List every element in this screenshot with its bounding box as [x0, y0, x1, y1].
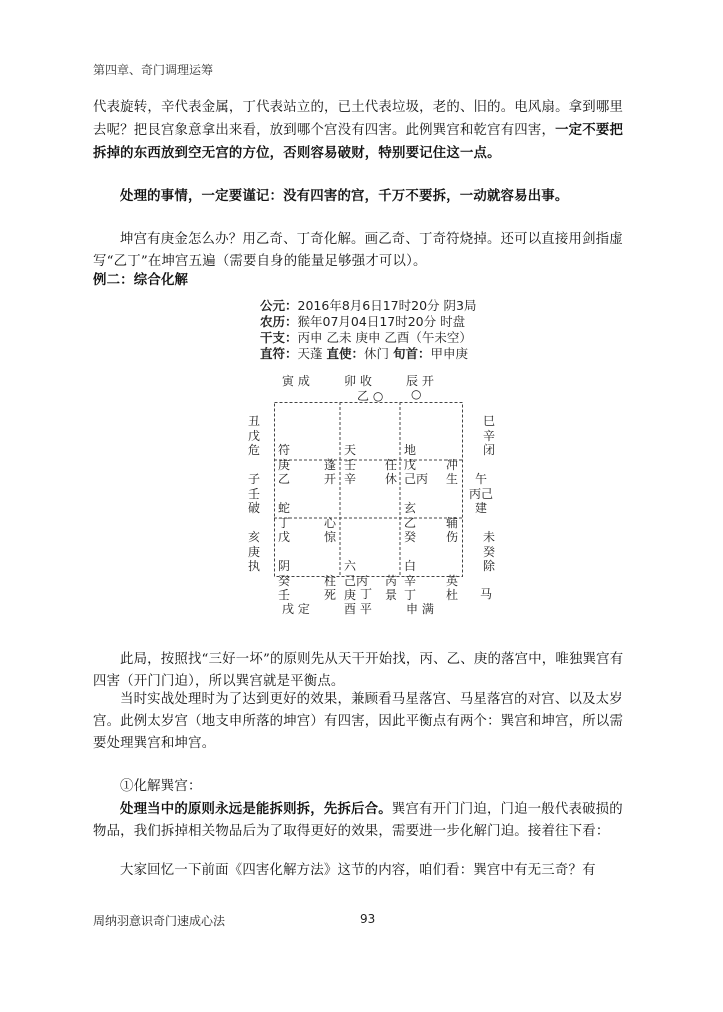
palace-qian: 白 辛 英 丁 杜 — [404, 559, 458, 602]
top-sub-2: ○ — [411, 387, 422, 401]
bottom-mid-label: 丁 — [360, 587, 373, 601]
paragraph-4: 此局，按照找“三好一坏”的原则先从天干开始找，丙、乙、庚的落宫中，唯独巽宫有四害（开门门迫），所以巽宫就是平衡点。 — [93, 652, 624, 689]
bottom-label-2: 酉 平 — [344, 602, 372, 616]
top-sub-1: 乙 ○ — [357, 389, 384, 403]
palace-kun: 地 戊 冲 己丙 生 — [404, 443, 458, 486]
footer-book-title: 周纳羽意识奇门速成心法 — [93, 914, 226, 928]
chart-line-ganzhi: 干支：丙申 乙未 庚申 乙酉（午未空） — [260, 330, 472, 345]
left-label-1: 丑 戊 危 — [247, 414, 260, 457]
paragraph-6-emphasis: 处理当中的原则永远是能拆则拆，先拆后合。 — [120, 801, 392, 817]
chapter-header: 第四章、奇门调理运筹 — [93, 63, 214, 77]
chart-line-gongyuan: 公元：2016年8月6日17时20分 阴3局 — [260, 298, 477, 313]
page-number: 93 — [360, 912, 376, 926]
qimen-chart — [230, 296, 500, 616]
chart-line-nongli: 农历：猴年07月04日17时20分 时盘 — [260, 314, 466, 329]
right-label-3: 未 癸 除 — [482, 530, 495, 573]
palace-dui: 玄 乙 辅 癸 伤 — [404, 501, 458, 544]
example-title: 例二：综合化解 — [93, 272, 189, 288]
right-label-2: 午 丙己 建 — [468, 472, 493, 515]
right-label-1: 巳 辛 闭 — [482, 414, 495, 457]
paragraph-5: 当时实战处理时为了达到更好的效果，兼顾看马星落宫、马星落宫的对宫、以及太岁宫。此例太岁宫（地支申所落的坤宫）有四害，因此平衡点有两个：巽宫和坤宫，所以需要处理巽宫和坤宫。 — [93, 692, 624, 751]
top-label-1: 寅 成 — [282, 374, 310, 388]
paragraph-6 — [93, 798, 625, 843]
paragraph-6-text: 巽宫有开门门迫，门迫一般代表破损的物品，我们拆掉相关物品后为了取得更好的效果，需要进一步化解门迫。接着往下看： — [93, 802, 623, 839]
paragraph-7: 大家回忆一下前面《四害化解方法》这节的内容，咱们看：巽宫中有无三奇？有 — [120, 863, 596, 878]
palace-gen: 阴 癸 柱 壬 死 — [278, 559, 336, 602]
bottom-label-3: 申 满 — [406, 602, 434, 616]
paragraph-3: 坤宫有庚金怎么办？用乙奇、丁奇化解。画乙奇、丁奇符烧掉。还可以直接用剑指虚写“乙丁”在坤宫五遍（需要自身的能量足够强才可以）。 — [93, 232, 623, 269]
paragraph-2: 处理的事情，一定要谨记：没有四害的宫，千万不要拆，一动就容易出事。 — [120, 188, 569, 204]
left-label-3: 亥 庚 执 — [247, 530, 260, 573]
bottom-label-1: 戌 定 — [282, 602, 310, 616]
chart-line-zhifu: 直符：天蓬 直使：休门 旬首：甲申庚 — [260, 346, 469, 361]
paragraph-1 — [93, 97, 625, 165]
horse-star-label: 马 — [480, 587, 493, 601]
paragraph-1-emphasis: 一定不要把拆掉的东西放到空无宫的方位，否则容易破财，特别要记住这一点。 — [93, 122, 624, 161]
left-label-2: 子 壬 破 — [247, 472, 260, 515]
palace-li: 天 壬 任 辛 休 — [344, 443, 397, 486]
item-1-title: ①化解巽宫： — [120, 779, 202, 794]
top-label-3: 辰 开 — [406, 374, 434, 388]
palace-kan: 六 己丙 芮 庚 景 — [344, 559, 397, 602]
paragraph-1-text: 代表旋转，辛代表金属，丁代表站立的，已土代表垃圾，老的、旧的。电风扇。拿到哪里去呢？把艮宫象意拿出来看，放到哪个宫没有四害。此例巽宫和乾宫有四害， — [93, 100, 624, 138]
palace-zhen: 蛇 丁 心 戊 惊 — [278, 501, 336, 544]
top-label-2: 卯 收 — [344, 374, 372, 388]
palace-xun: 符 庚 蓬 乙 开 — [278, 443, 336, 486]
